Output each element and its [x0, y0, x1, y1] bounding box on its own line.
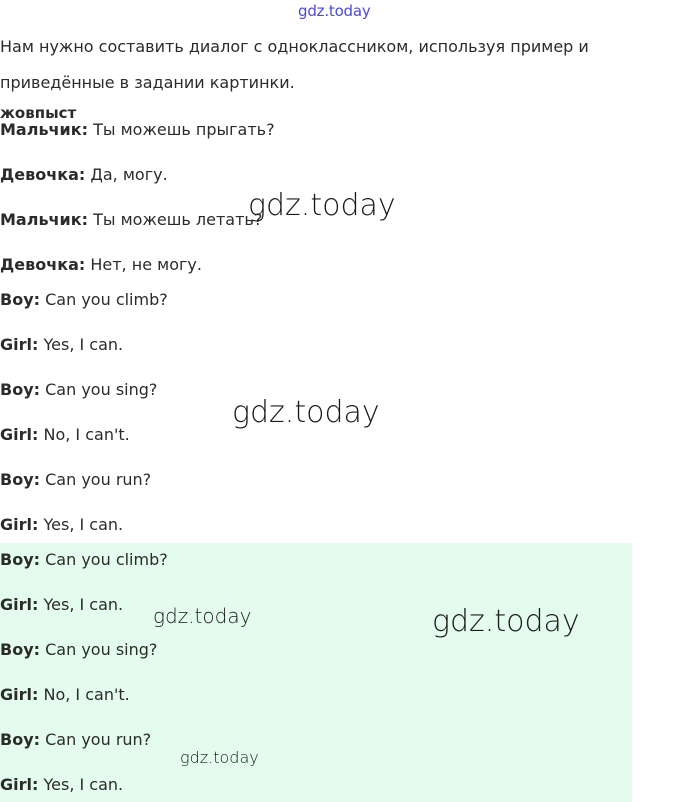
answer-line [0, 774, 123, 796]
speaker-label: Boy [0, 380, 34, 399]
watermark: gdz.today [180, 748, 259, 767]
line-text: No, I can't. [43, 685, 130, 704]
line-text: Yes, I can. [43, 335, 124, 354]
colon: : [33, 290, 41, 309]
colon: : [33, 550, 41, 569]
line-text: Can you sing? [45, 380, 158, 399]
colon: : [78, 165, 86, 184]
line-text: Ты можешь прыгать? [93, 120, 275, 139]
line-text: Нет, не могу. [90, 255, 202, 274]
dialog-line [0, 469, 151, 491]
speaker-label: Girl [0, 425, 32, 444]
line-text: Can you climb? [45, 290, 168, 309]
intro-text: Нам нужно составить диалог с одноклассником, используя пример и приведённые в задании картинки. [0, 37, 589, 92]
line-text: Yes, I can. [43, 515, 124, 534]
dialog-line [0, 424, 130, 446]
speaker-label: Boy [0, 730, 34, 749]
watermark: gdz.today [153, 604, 252, 628]
colon: : [33, 380, 41, 399]
line-text: Can you run? [45, 470, 152, 489]
speaker-label: Девочка [0, 165, 79, 184]
colon: : [32, 515, 39, 534]
dialog-line [0, 379, 157, 401]
dialog-line [0, 164, 168, 186]
colon: : [32, 425, 39, 444]
dialog-line [0, 254, 202, 276]
line-text: Ты можешь летать? [93, 210, 263, 229]
colon: : [32, 775, 39, 794]
site-logo[interactable]: gdz.today [298, 2, 371, 20]
speaker-label: Девочка [0, 255, 79, 274]
dialog-line [0, 119, 275, 141]
answer-line [0, 639, 157, 661]
line-text: Can you run? [45, 730, 152, 749]
line-text: Yes, I can. [43, 775, 124, 794]
answer-line [0, 549, 168, 571]
answer-line [0, 594, 123, 616]
line-text: No, I can't. [43, 425, 130, 444]
line-text: Да, могу. [90, 165, 168, 184]
colon: : [33, 730, 41, 749]
answer-line [0, 729, 151, 751]
answer-box [0, 543, 632, 802]
speaker-label: Мальчик [0, 210, 82, 229]
speaker-label: Boy [0, 640, 34, 659]
speaker-label: Мальчик [0, 120, 82, 139]
line-text: Yes, I can. [43, 595, 124, 614]
colon: : [81, 120, 89, 139]
dialog-line [0, 514, 123, 536]
speaker-label: Boy [0, 550, 34, 569]
colon: : [81, 210, 89, 229]
speaker-label: Boy [0, 290, 34, 309]
line-text: Can you sing? [45, 640, 158, 659]
speaker-label: Girl [0, 515, 32, 534]
speaker-label: Boy [0, 470, 34, 489]
colon: : [78, 255, 86, 274]
speaker-label: Girl [0, 335, 32, 354]
speaker-label: Girl [0, 685, 32, 704]
colon: : [32, 685, 39, 704]
clipped-heading: жовпыст [0, 104, 77, 122]
colon: : [32, 335, 39, 354]
answer-line [0, 684, 130, 706]
colon: : [32, 595, 39, 614]
speaker-label: Girl [0, 595, 32, 614]
dialog-line [0, 209, 262, 231]
dialog-line [0, 289, 168, 311]
colon: : [33, 640, 41, 659]
colon: : [33, 470, 41, 489]
dialog-line [0, 334, 123, 356]
watermark: gdz.today [432, 604, 580, 639]
watermark: gdz.today [248, 188, 396, 223]
speaker-label: Girl [0, 775, 32, 794]
line-text: Can you climb? [45, 550, 168, 569]
watermark: gdz.today [232, 395, 380, 430]
